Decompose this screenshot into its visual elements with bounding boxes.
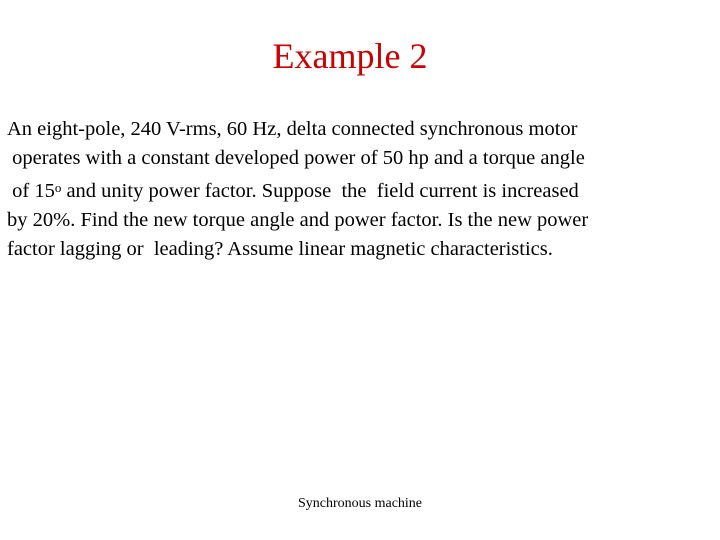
problem-line-3-end: and unity power factor. Suppose the field current is increased: [61, 180, 579, 202]
problem-line-3-start: of 15: [7, 180, 55, 202]
slide-title: Example 2: [272, 36, 428, 76]
problem-line-2: operates with a constant developed power of 50 hp and a torque angle: [7, 147, 585, 169]
slide-footer: Synchronous machine: [297, 496, 423, 511]
degree-symbol: o: [54, 180, 62, 195]
problem-line-3: [7, 173, 707, 206]
problem-line-1: An eight-pole, 240 V-rms, 60 Hz, delta connected synchronous motor: [7, 118, 578, 140]
problem-line-4: by 20%. Find the new torque angle and power factor. Is the new power: [7, 209, 589, 231]
problem-statement: [7, 115, 707, 264]
problem-line-5: factor lagging or leading? Assume linear magnetic characteristics.: [7, 238, 553, 260]
